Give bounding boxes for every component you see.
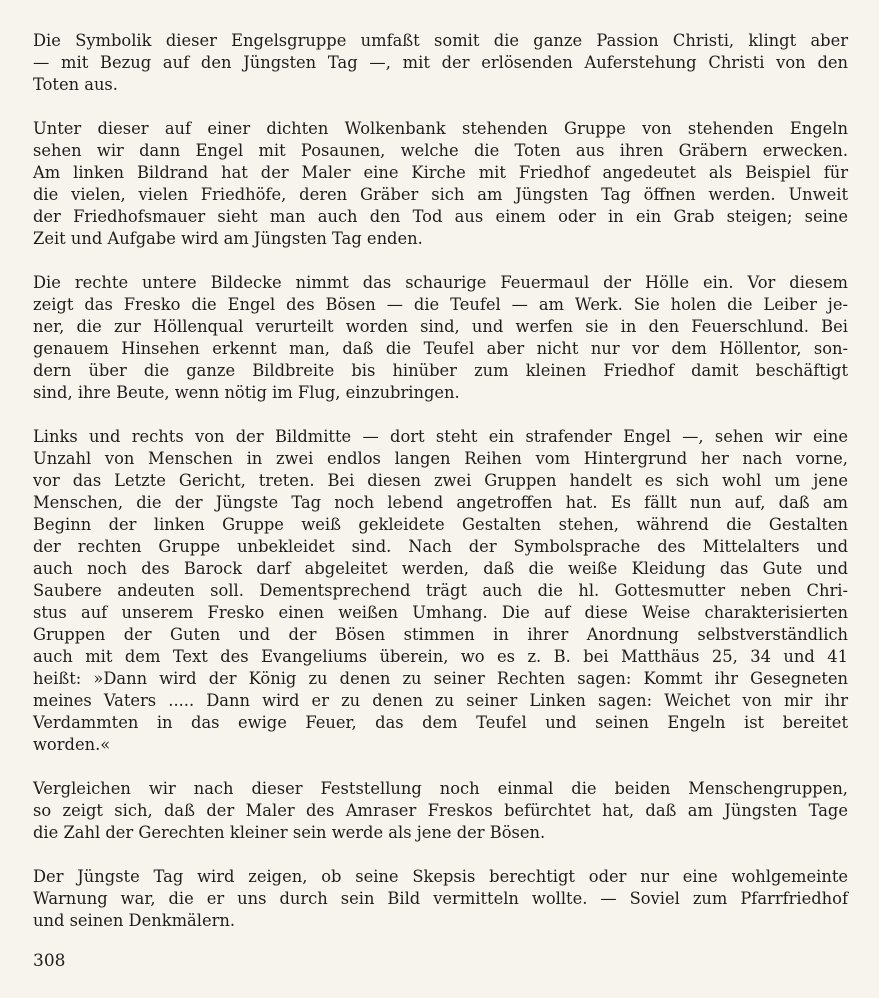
text-line: und seinen Denkmälern. [33, 911, 236, 930]
paragraph-1 [33, 30, 848, 96]
paragraph-3 [33, 272, 848, 404]
text-line: Verdammten in das ewige Feuer, das dem Teufel und seinen Engeln ist bereitet [33, 713, 848, 732]
page-number: 308 [33, 951, 66, 971]
text-line: Beginn der linken Gruppe weiß gekleidete Gestalten stehen, während die Gestalten [33, 515, 848, 534]
text-line: dern über die ganze Bildbreite bis hinüber zum kleinen Friedhof damit beschäftigt [33, 361, 848, 380]
paragraph-2 [33, 118, 848, 250]
text-line: vor das Letzte Gericht, treten. Bei diesen zwei Gruppen handelt es sich wohl um jene [33, 471, 848, 490]
document-page [33, 30, 848, 932]
text-line: Die rechte untere Bildecke nimmt das schaurige Feuermaul der Hölle ein. Vor diesem [33, 273, 848, 292]
text-line: ner, die zur Höllenqual verurteilt worden sind, und werfen sie in den Feuerschlund. Bei [33, 317, 848, 336]
text-line: stus auf unserem Fresko einen weißen Umhang. Die auf diese Weise charakterisierten [33, 603, 848, 622]
text-line: Unzahl von Menschen in zwei endlos langen Reihen vom Hintergrund her nach vorne, [33, 449, 848, 468]
text-line: Warnung war, die er uns durch sein Bild vermitteln wollte. — Soviel zum Pfarrfriedhof [33, 889, 848, 908]
text-line: auch noch des Barock darf abgeleitet werden, daß die weiße Kleidung das Gute und [33, 559, 848, 578]
text-line: der rechten Gruppe unbekleidet sind. Nach der Symbolsprache des Mittelalters und [33, 537, 848, 556]
paragraph-4 [33, 426, 848, 756]
text-line: Am linken Bildrand hat der Maler eine Kirche mit Friedhof angedeutet als Beispiel für [33, 163, 848, 182]
text-line: die vielen, vielen Friedhöfe, deren Gräber sich am Jüngsten Tag öffnen werden. Unweit [33, 185, 848, 204]
text-line: Vergleichen wir nach dieser Feststellung noch einmal die beiden Menschengruppen, [33, 779, 848, 798]
text-line: Links und rechts von der Bildmitte — dort steht ein strafender Engel —, sehen wir eine [33, 427, 848, 446]
paragraph-6 [33, 866, 848, 932]
text-line: Gruppen der Guten und der Bösen stimmen in ihrer Anordnung selbstverständlich [33, 625, 848, 644]
text-line: die Zahl der Gerechten kleiner sein werde als jene der Bösen. [33, 823, 546, 842]
text-line: Die Symbolik dieser Engelsgruppe umfaßt somit die ganze Passion Christi, klingt aber [33, 31, 848, 50]
text-line: Toten aus. [33, 75, 118, 94]
text-line: Menschen, die der Jüngste Tag noch lebend angetroffen hat. Es fällt nun auf, daß am [33, 493, 848, 512]
paragraph-5 [33, 778, 848, 844]
text-line: sind, ihre Beute, wenn nötig im Flug, einzubringen. [33, 383, 460, 402]
text-line: auch mit dem Text des Evangeliums überein, wo es z. B. bei Matthäus 25, 34 und 41 [33, 647, 848, 666]
text-line: heißt: »Dann wird der König zu denen zu seiner Rechten sagen: Kommt ihr Gesegneten [33, 669, 848, 688]
text-line: genauem Hinsehen erkennt man, daß die Teufel aber nicht nur vor dem Höllentor, son- [33, 339, 848, 358]
text-line: sehen wir dann Engel mit Posaunen, welche die Toten aus ihren Gräbern erwecken. [33, 141, 848, 160]
text-line: worden.« [33, 735, 111, 754]
text-line: der Friedhofsmauer sieht man auch den Tod aus einem oder in ein Grab steigen; seine [33, 207, 848, 226]
text-line: Unter dieser auf einer dichten Wolkenbank stehenden Gruppe von stehenden Engeln [33, 119, 848, 138]
text-line: Der Jüngste Tag wird zeigen, ob seine Skepsis berechtigt oder nur eine wohlgemeinte [33, 867, 848, 886]
text-line: Zeit und Aufgabe wird am Jüngsten Tag enden. [33, 229, 423, 248]
text-line: meines Vaters ..... Dann wird er zu denen zu seiner Linken sagen: Weichet von mir ihr [33, 691, 848, 710]
text-line: — mit Bezug auf den Jüngsten Tag —, mit der erlösenden Auferstehung Christi von den [33, 53, 848, 72]
text-line: zeigt das Fresko die Engel des Bösen — die Teufel — am Werk. Sie holen die Leiber je- [33, 295, 848, 314]
text-line: Saubere andeuten soll. Dementsprechend trägt auch die hl. Gottesmutter neben Chri- [33, 581, 848, 600]
text-line: so zeigt sich, daß der Maler des Amraser Freskos befürchtet hat, daß am Jüngsten Tage [33, 801, 848, 820]
